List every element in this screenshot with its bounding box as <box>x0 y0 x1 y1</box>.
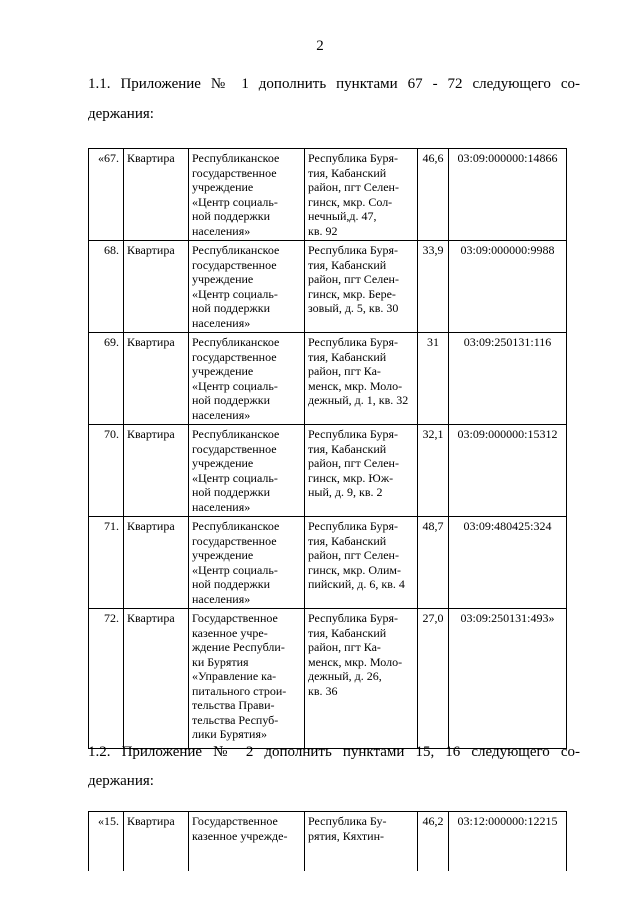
row-number: 69. <box>89 333 124 425</box>
object-address-line: тия, Кабанский <box>308 533 387 548</box>
cadastral-number: 03:09:000000:14866 <box>449 149 567 241</box>
object-address-line: район, пгт Селен- <box>308 272 399 286</box>
cadastral-number: 03:09:000000:15312 <box>449 425 567 517</box>
object-type: Квартира <box>124 517 189 609</box>
object-type: Квартира <box>124 241 189 333</box>
holder-name-line: Государственное <box>192 814 278 828</box>
holder-name-line: тельства Прави- <box>192 698 275 712</box>
object-address-line: нечный,д. 47, <box>308 209 377 223</box>
object-address-line: гинск, мкр. Юж- <box>308 470 394 485</box>
holder-name-line: населения» <box>192 591 251 606</box>
holder-name-line: государственное <box>192 257 277 272</box>
section-1-2-line2: держания: <box>88 773 154 789</box>
object-address-line: рятия, Кяхтин- <box>308 828 385 843</box>
object-address-line: дежный, д. 26, <box>308 669 382 683</box>
row-number: «15. <box>89 812 124 872</box>
object-address-line: Республика Буря- <box>308 519 399 533</box>
holder-name-line: ной поддержки <box>192 301 270 315</box>
object-address-line: кв. 36 <box>308 683 338 698</box>
object-address-line: тия, Кабанский <box>308 257 387 272</box>
holder-name-line: учреждение <box>192 456 254 470</box>
section-1-1-line2: держания: <box>88 106 154 122</box>
holder-name-line: государственное <box>192 441 277 456</box>
table-row <box>89 425 567 517</box>
holder-name <box>189 149 305 241</box>
object-address-line: Республика Буря- <box>308 611 399 625</box>
appendix-2-table <box>88 811 567 871</box>
object-type: Квартира <box>124 609 189 749</box>
object-address <box>305 425 418 517</box>
section-1-2-line1: 1.2. Приложение № 2 дополнить пунктами 15, 16 следующего со- <box>88 744 580 760</box>
holder-name-line: Республиканское <box>192 519 280 533</box>
object-type: Квартира <box>124 149 189 241</box>
holder-name-line: лики Бурятия» <box>192 727 267 741</box>
holder-name-line: «Центр социаль- <box>192 194 278 209</box>
holder-name-line: Государственное <box>192 611 278 625</box>
object-address <box>305 333 418 425</box>
object-address-line: зовый, д. 5, кв. 30 <box>308 301 399 315</box>
holder-name-line: казенное учрежде- <box>192 828 288 843</box>
object-address-line: Республика Буря- <box>308 243 399 257</box>
row-number: «67. <box>89 149 124 241</box>
object-address-line: тия, Кабанский <box>308 349 387 364</box>
holder-name-line: Республиканское <box>192 151 280 165</box>
table-row <box>89 517 567 609</box>
object-area: 46,2 <box>418 812 449 872</box>
holder-name-line: «Центр социаль- <box>192 470 278 485</box>
holder-name-line: учреждение <box>192 180 254 194</box>
holder-name-line: казенное учре- <box>192 625 268 640</box>
cadastral-number: 03:09:250131:493» <box>449 609 567 749</box>
object-type: Квартира <box>124 812 189 872</box>
holder-name-line: ки Бурятия <box>192 654 249 669</box>
table-row <box>89 333 567 425</box>
holder-name-line: ной поддержки <box>192 209 270 223</box>
holder-name <box>189 333 305 425</box>
holder-name <box>189 517 305 609</box>
holder-name-line: Республиканское <box>192 335 280 349</box>
holder-name-line: населения» <box>192 499 251 514</box>
object-address-line: менск, мкр. Моло- <box>308 654 403 669</box>
object-address-line: Республика Буря- <box>308 151 399 165</box>
table-row <box>89 609 567 749</box>
appendix-1-table <box>88 148 567 749</box>
object-address-line: Республика Бу- <box>308 814 387 828</box>
object-address-line: тия, Кабанский <box>308 441 387 456</box>
holder-name-line: «Центр социаль- <box>192 562 278 577</box>
object-address-line: гинск, мкр. Олим- <box>308 562 402 577</box>
object-area: 32,1 <box>418 425 449 517</box>
object-address-line: район, пгт Селен- <box>308 456 399 470</box>
table-row <box>89 812 567 872</box>
holder-name-line: государственное <box>192 349 277 364</box>
object-area: 46,6 <box>418 149 449 241</box>
object-address-line: район, пгт Ка- <box>308 364 381 378</box>
object-area: 31 <box>418 333 449 425</box>
cadastral-number: 03:09:000000:9988 <box>449 241 567 333</box>
holder-name-line: населения» <box>192 407 251 422</box>
holder-name-line: учреждение <box>192 548 254 562</box>
holder-name-line: населения» <box>192 315 251 330</box>
object-address-line: тия, Кабанский <box>308 165 387 180</box>
row-number: 72. <box>89 609 124 749</box>
object-address-line: гинск, мкр. Бере- <box>308 286 396 301</box>
object-type: Квартира <box>124 425 189 517</box>
holder-name-line: государственное <box>192 165 277 180</box>
object-type: Квартира <box>124 333 189 425</box>
holder-name-line: населения» <box>192 223 251 238</box>
cadastral-number: 03:09:480425:324 <box>449 517 567 609</box>
row-number: 70. <box>89 425 124 517</box>
holder-name-line: ной поддержки <box>192 577 270 591</box>
holder-name-line: учреждение <box>192 364 254 378</box>
cadastral-number: 03:12:000000:12215 <box>449 812 567 872</box>
holder-name-line: государственное <box>192 533 277 548</box>
holder-name <box>189 812 305 872</box>
cadastral-number: 03:09:250131:116 <box>449 333 567 425</box>
holder-name-line: «Управление ка- <box>192 669 277 683</box>
object-address <box>305 812 418 872</box>
holder-name-line: Республиканское <box>192 243 280 257</box>
object-address <box>305 149 418 241</box>
holder-name-line: ной поддержки <box>192 485 270 499</box>
page-number: 2 <box>316 38 324 54</box>
holder-name-line: «Центр социаль- <box>192 378 278 393</box>
object-address <box>305 241 418 333</box>
object-address-line: гинск, мкр. Сол- <box>308 194 393 209</box>
holder-name <box>189 425 305 517</box>
object-address-line: район, пгт Селен- <box>308 180 399 194</box>
object-address-line: Республика Буря- <box>308 427 399 441</box>
holder-name-line: Республиканское <box>192 427 280 441</box>
holder-name-line: учреждение <box>192 272 254 286</box>
object-address-line: район, пгт Селен- <box>308 548 399 562</box>
table-row <box>89 241 567 333</box>
object-address-line: пийский, д. 6, кв. 4 <box>308 577 405 591</box>
row-number: 71. <box>89 517 124 609</box>
object-address-line: дежный, д. 1, кв. 32 <box>308 393 409 407</box>
appendix-2-table-clip <box>88 811 588 871</box>
object-address <box>305 609 418 749</box>
object-address-line: ный, д. 9, кв. 2 <box>308 485 383 499</box>
holder-name-line: питального строи- <box>192 683 287 698</box>
holder-name-line: ждение Республи- <box>192 640 285 654</box>
object-address-line: район, пгт Ка- <box>308 640 381 654</box>
object-address-line: менск, мкр. Моло- <box>308 378 403 393</box>
holder-name <box>189 609 305 749</box>
holder-name-line: тельства Респуб- <box>192 712 279 727</box>
object-address-line: кв. 92 <box>308 223 338 238</box>
object-area: 27,0 <box>418 609 449 749</box>
holder-name-line: ной поддержки <box>192 393 270 407</box>
holder-name <box>189 241 305 333</box>
row-number: 68. <box>89 241 124 333</box>
object-address-line: тия, Кабанский <box>308 625 387 640</box>
section-1-1-line1: 1.1. Приложение № 1 дополнить пунктами 67 - 72 следующего со- <box>88 76 580 92</box>
object-address <box>305 517 418 609</box>
object-area: 33,9 <box>418 241 449 333</box>
object-area: 48,7 <box>418 517 449 609</box>
object-address-line: Республика Буря- <box>308 335 399 349</box>
table-row <box>89 149 567 241</box>
holder-name-line: «Центр социаль- <box>192 286 278 301</box>
